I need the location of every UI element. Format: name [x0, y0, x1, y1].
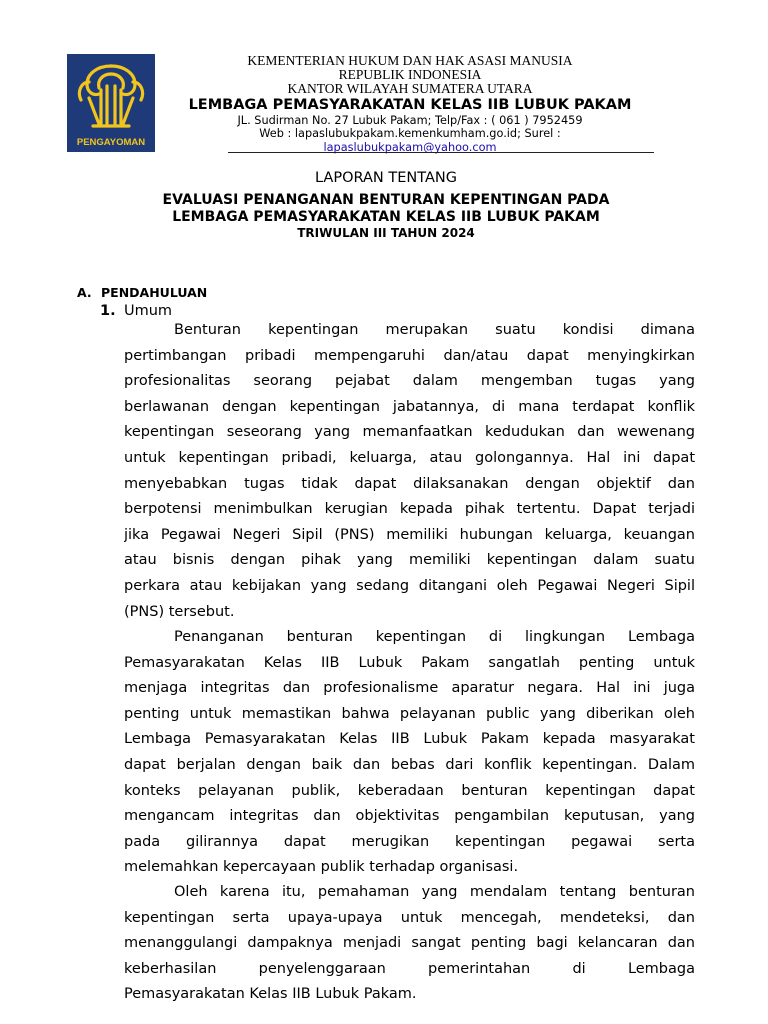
paragraph-line: jika Pegawai Negeri Sipil (PNS) memiliki hubungan keluarga, keuangan [124, 526, 695, 543]
pengayoman-logo [67, 54, 155, 152]
paragraph-line: Pemasyarakatan Kelas IIB Lubuk Pakam. [124, 986, 417, 1003]
paragraph-line: profesionalitas seorang pejabat dalam mengemban tugas yang [124, 373, 695, 390]
paragraph-line: melemahkan kepercayaan publik terhadap organisasi. [124, 859, 519, 876]
section-title: PENDAHULUAN [101, 285, 208, 300]
subsection-number: 1. [100, 303, 116, 319]
paragraph-line: Benturan kepentingan merupakan suatu kondisi dimana [174, 322, 695, 338]
paragraph-line: (PNS) tersebut. [124, 603, 235, 620]
subsection-title: Umum [124, 303, 173, 319]
paragraph-line: pertimbangan pribadi mempengaruhi dan/atau dapat menyingkirkan [124, 347, 695, 364]
paragraph-line: konteks pelayanan publik, keberadaan benturan kepentingan dapat [124, 782, 695, 799]
paragraph-line: menjaga integritas dan profesionalisme aparatur negara. Hal ini juga [124, 680, 695, 697]
subsection-heading [100, 303, 172, 319]
email-link[interactable]: lapaslubukpakam@yahoo.com [323, 141, 497, 154]
paragraph-line: Penanganan benturan kepentingan di lingkungan Lembaga [174, 629, 695, 645]
logo-caption: PENGAYOMAN [76, 137, 146, 148]
paragraph-line: menanggulangi dampaknya menjadi sangat penting bagi kelancaran dan [124, 935, 695, 952]
paragraph-line: Oleh karena itu, pemahaman yang mendalam tentang benturan [174, 884, 695, 900]
report-title: LAPORAN TENTANG [315, 170, 457, 186]
paragraph-1 [124, 318, 695, 625]
paragraph-line: Lembaga Pemasyarakatan Kelas IIB Lubuk Pakam kepada masyarakat [124, 731, 695, 748]
paragraph-line: atau bisnis dengan pihak yang memiliki kepentingan dalam suatu [124, 552, 695, 569]
paragraph-line: menyebabkan tugas tidak dapat dilaksanakan dengan objektif dan [124, 475, 695, 492]
paragraph-line: perkara atau kebijakan yang sedang ditangani oleh Pegawai Negeri Sipil [124, 577, 695, 594]
paragraph-line: penting untuk memastikan bahwa pelayanan public yang diberikan oleh [124, 705, 695, 722]
section-heading [77, 285, 207, 300]
ministry-name: KEMENTERIAN HUKUM DAN HAK ASASI MANUSIA [247, 53, 573, 68]
paragraph-line: mengancam integritas dan objektivitas pengambilan keputusan, yang [124, 808, 695, 825]
paragraph-line: berpotensi menimbulkan kerugian kepada pihak tertentu. Dapat terjadi [124, 501, 695, 518]
paragraph-line: Pemasyarakatan Kelas IIB Lubuk Pakam sangatlah penting untuk [124, 654, 695, 671]
paragraph-line: untuk kepentingan pribadi, keluarga, atau golongannya. Hal ini dapat [124, 449, 695, 466]
report-subtitle-line2: LEMBAGA PEMASYARAKATAN KELAS IIB LUBUK PAKAM [172, 209, 600, 225]
section-label: A. [77, 285, 92, 300]
paragraph-3 [124, 880, 695, 1008]
web-line: Web : lapaslubukpakam.kemenkumham.go.id; Surel : [259, 127, 561, 140]
paragraph-2 [124, 625, 695, 881]
regional-office: KANTOR WILAYAH SUMATERA UTARA [287, 81, 533, 96]
report-subtitle-line1: EVALUASI PENANGANAN BENTURAN KEPENTINGAN PADA [162, 192, 610, 208]
report-period: TRIWULAN III TAHUN 2024 [297, 226, 475, 240]
paragraph-line: pada gilirannya dapat merugikan kepentingan pegawai serta [124, 833, 695, 850]
paragraph-line: berlawanan dengan kepentingan jabatannya, di mana terdapat konflik [124, 398, 695, 415]
paragraph-line: kepentingan serta upaya-upaya untuk mencegah, mendeteksi, dan [124, 909, 695, 926]
paragraph-line: keberhasilan penyelenggaraan pemerintahan di Lembaga [124, 960, 695, 977]
country-name: REPUBLIK INDONESIA [338, 67, 482, 82]
letterhead-divider [228, 152, 654, 153]
institution-name: LEMBAGA PEMASYARAKATAN KELAS IIB LUBUK PAKAM [188, 97, 632, 113]
address-line: JL. Sudirman No. 27 Lubuk Pakam; Telp/Fax : ( 061 ) 7952459 [237, 114, 583, 127]
paragraph-line: kepentingan seseorang yang memanfaatkan kedudukan dan wewenang [124, 424, 695, 441]
paragraph-line: dapat berjalan dengan baik dan bebas dari konflik kepentingan. Dalam [124, 756, 695, 773]
